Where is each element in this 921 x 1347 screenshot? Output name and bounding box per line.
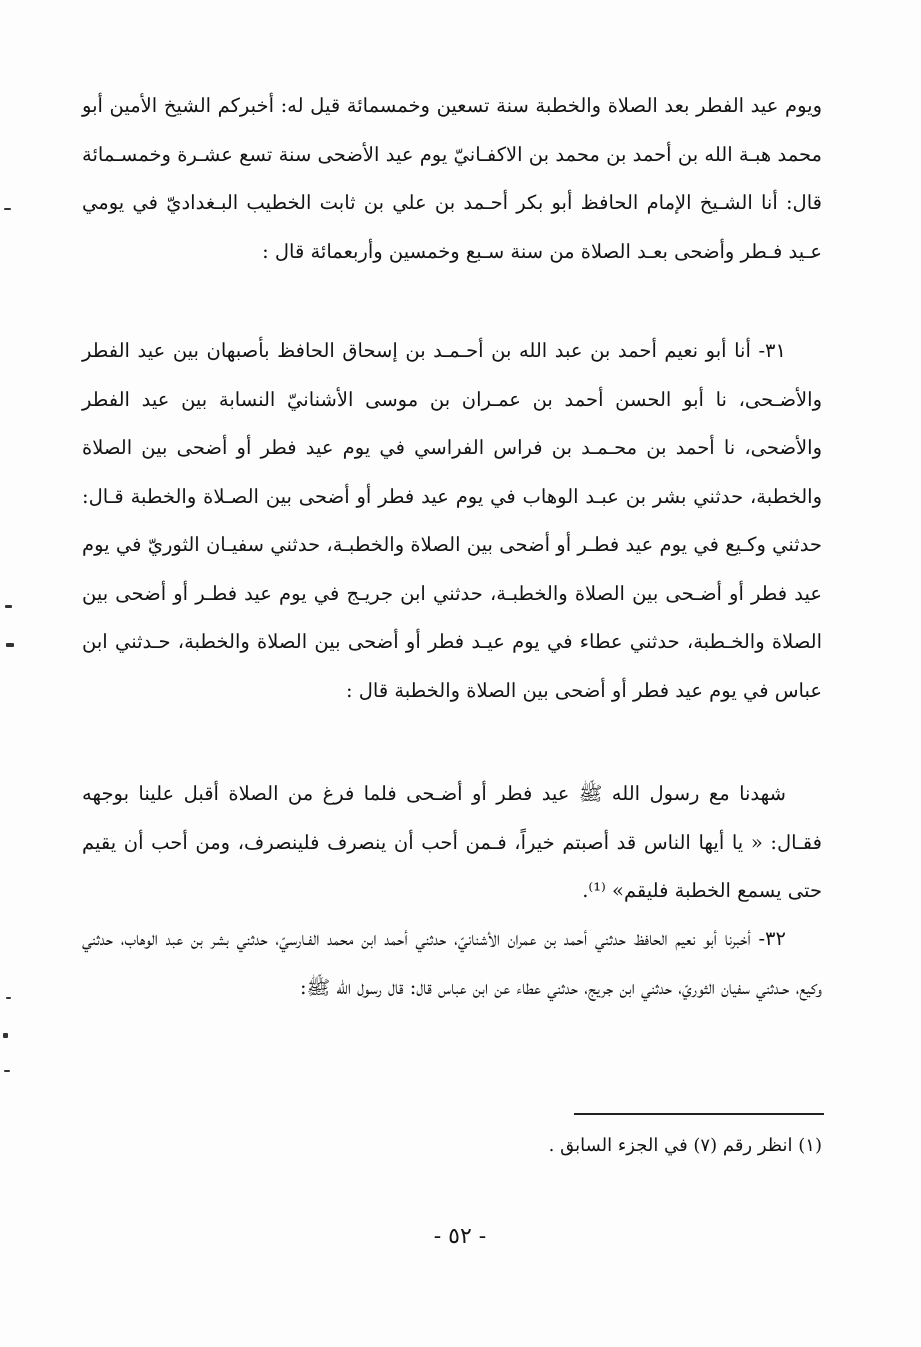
scan-speck bbox=[4, 208, 11, 210]
scan-speck bbox=[6, 997, 11, 999]
page-number: - ٥٢ - bbox=[433, 1224, 487, 1249]
scan-speck bbox=[6, 643, 14, 647]
paragraph-text: ويوم عيد الفطر بعد الصلاة والخطبة سنة تسعين وخمسمائة قيل له: أخبركم الشيخ الأمين أبو محمد هبـة الله بن أحمد بن محمد بن الاكفـانيّ يوم عيد الأضحى سنة تسع عشـرة وخمسـمائة قال: أنا الشـيخ الإمام الحافظ أبو بكر أحـمد بن علي بن ثابت الخطيب البـغداديّ في يومي عـيد فـطر وأضحى بعـد الصلاة من سنة سـبع وخمسين وأربعمائة قال : bbox=[82, 94, 822, 263]
paragraph-text: ٣٢- أخبرنا أبو نعيم الحافظ حدثني أحمد بن عمران الأشنانيّ، حدثني أحمد ابن محمد الفـارسيّ، حدثني بشر بن عبد الوهاب، حدثني وكيع، حـدثني سفيان الثوريّ، حدثني ابن جريج، حدثني عطاء عن ابن عباس قال: قال رسول الله ﷺ: bbox=[82, 927, 822, 999]
footnote: (١) انظر رقم (٧) في الجزء السابق . bbox=[548, 1135, 822, 1156]
paragraph-text: شهدنا مع رسول الله ﷺ عيد فطر أو أضـحى فلما فرغ من الصلاة أقبل علينا بوجهه فقـال: « يا أيها الناس قد أصبتم خيراً، فـمن أحب أن ينصرف فلينصرف، ومن أحب أن يقيم حتى يسمع الخطبة فليقم» ⁽¹⁾. bbox=[82, 782, 822, 902]
scan-speck bbox=[5, 605, 12, 608]
paragraph-isnad-intro bbox=[82, 82, 822, 276]
scan-speck bbox=[4, 1070, 10, 1072]
footnote-divider bbox=[574, 1113, 824, 1115]
paragraph-hadith-31 bbox=[82, 327, 822, 715]
scan-speck bbox=[3, 1033, 8, 1038]
paragraph-hadith-32 bbox=[82, 915, 822, 1012]
paragraph-hadith-matn bbox=[82, 770, 822, 916]
paragraph-text: ٣١- أنا أبو نعيم أحمد بن عبد الله بن أحـمـد بن إسحاق الحافظ بأصبهان بين عيد الفطر والأضـحى، نا أبو الحسن أحمد بن عمـران بن موسى الأشنانيّ النسابة بين عيد الفطر والأضحى، نا أحمد بن محـمـد بن فراس الفراسي في يوم عيد فطر أو أضحى بين الصلاة والخطبة، حدثني بشر بن عبـد الوهاب في يوم عيد فطر أو أضحى بين الصـلاة والخطبة قـال: حدثني وكـيع في يوم عيد فطـر أو أضحى بين الصلاة والخطبـة، حدثني سفيـان الثوريّ في يوم عيد فطر أو أضـحى بين الصلاة والخطبـة، حدثني ابن جريـج في يوم عيد فطـر أو أضحى بين الصلاة والخـطبة، حدثني عطاء في يوم عيـد فطر أو أضحى بين الصلاة والخطبة، حـدثني ابن عباس في يوم عيد فطر أو أضحى بين الصلاة والخطبة قال : bbox=[82, 339, 822, 702]
